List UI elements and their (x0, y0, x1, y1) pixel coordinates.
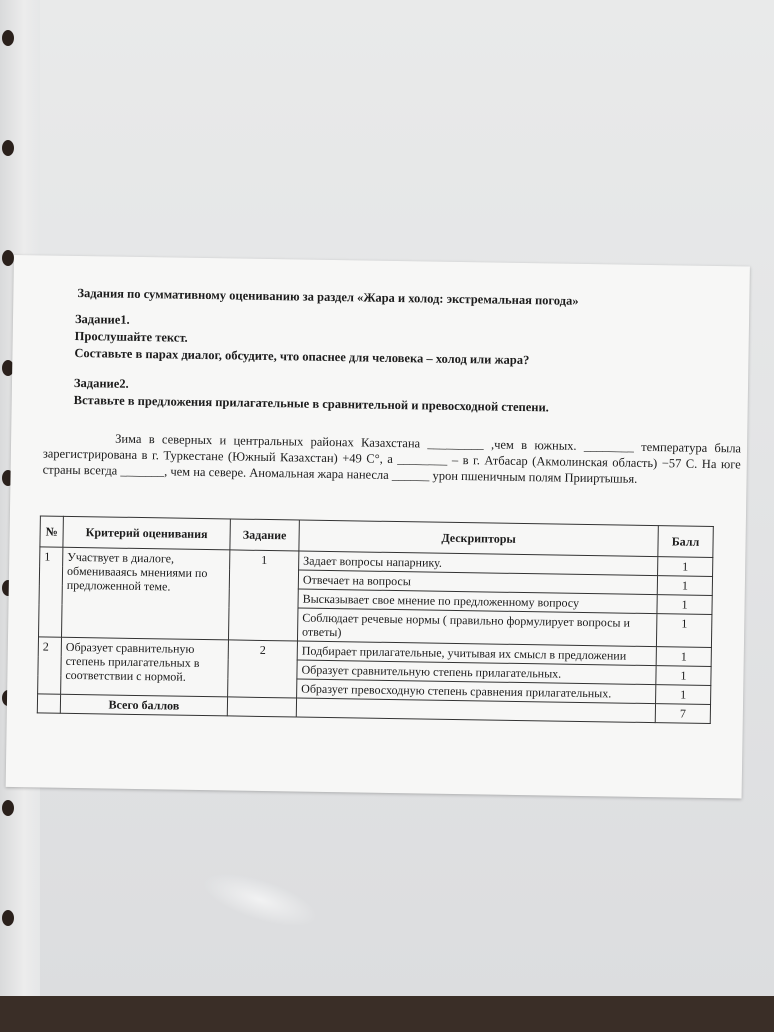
descriptor-cell: Задает вопросы напарнику. (299, 551, 658, 576)
worksheet-page (6, 255, 750, 798)
task1-line1: Прослушайте текст. (74, 328, 188, 345)
punch-hole (2, 800, 14, 816)
score-cell: 1 (658, 557, 713, 577)
score-cell: 1 (656, 614, 712, 648)
header-descriptors: Дескрипторы (299, 520, 658, 557)
document-title: Задания по суммативному оцениванию за раздел «Жара и холод: экстремальная погода» (77, 286, 579, 308)
descriptor-cell: Подбирает прилагательные, учитывая их смысл в предложении (297, 641, 656, 666)
total-empty-cell (37, 694, 60, 713)
descriptor-cell: Соблюдает речевые нормы ( правильно формулирует вопросы и ответы) (297, 608, 656, 647)
row-task: 1 (228, 550, 298, 641)
task1-line2: Составьте в парах диалог, обсудите, что опаснее для человека – холод или жара? (74, 345, 530, 368)
descriptor-cell: Образует превосходную степень сравнения прилагательных. (297, 679, 656, 704)
total-value: 7 (655, 704, 710, 724)
row-task: 2 (228, 640, 298, 698)
score-cell: 1 (656, 685, 711, 705)
score-cell: 1 (656, 647, 711, 667)
row-criterion: Участвует в диалоге, обменивааясь мнениями по предложенной теме. (62, 547, 230, 640)
header-task: Задание (230, 519, 299, 551)
task2-paragraph-text: Зима в северных и центральных районах Казахстана _________ ,чем в южных. ________ температура была зарегистрирована в г. Туркестане (Южный Казахстан) +49 С°, а ________ – в г. Атбасар (Акмолинская область) −57 С. На юге страны всегда _______, чем на севере. Аномальная жара нанесла ______ урон пшеничным полям Прииртышья. (42, 431, 742, 486)
task1-heading: Задание1. (74, 311, 130, 327)
descriptor-cell: Образует сравнительную степень прилагательных. (297, 660, 656, 685)
punch-hole (2, 910, 14, 926)
punch-hole (2, 250, 14, 266)
descriptor-cell: Высказывает свое мнение по предложенному вопросу (298, 589, 657, 614)
header-score: Балл (658, 526, 713, 558)
row-num: 2 (38, 637, 62, 694)
row-criterion: Образует сравнительную степень прилагательных в соответствии с нормой. (61, 637, 229, 697)
header-criterion: Критерий оценивания (63, 516, 230, 550)
punch-hole (2, 140, 14, 156)
task2-heading: Задание2. (73, 375, 129, 391)
score-cell: 1 (657, 576, 712, 596)
descriptor-cell: Отвечает на вопросы (298, 570, 657, 595)
score-cell: 1 (657, 595, 712, 615)
punch-hole (2, 30, 14, 46)
score-cell: 1 (656, 666, 711, 686)
row-num: 1 (39, 547, 63, 637)
task2-instruction: Вставьте в предложения прилагательные в сравнительной и превосходной степени. (73, 392, 549, 415)
total-empty-cell (227, 697, 296, 717)
table-surface (0, 996, 774, 1032)
header-num: № (40, 516, 63, 547)
task2-paragraph (43, 429, 742, 488)
assessment-table (37, 515, 714, 724)
total-label: Всего баллов (60, 694, 227, 716)
